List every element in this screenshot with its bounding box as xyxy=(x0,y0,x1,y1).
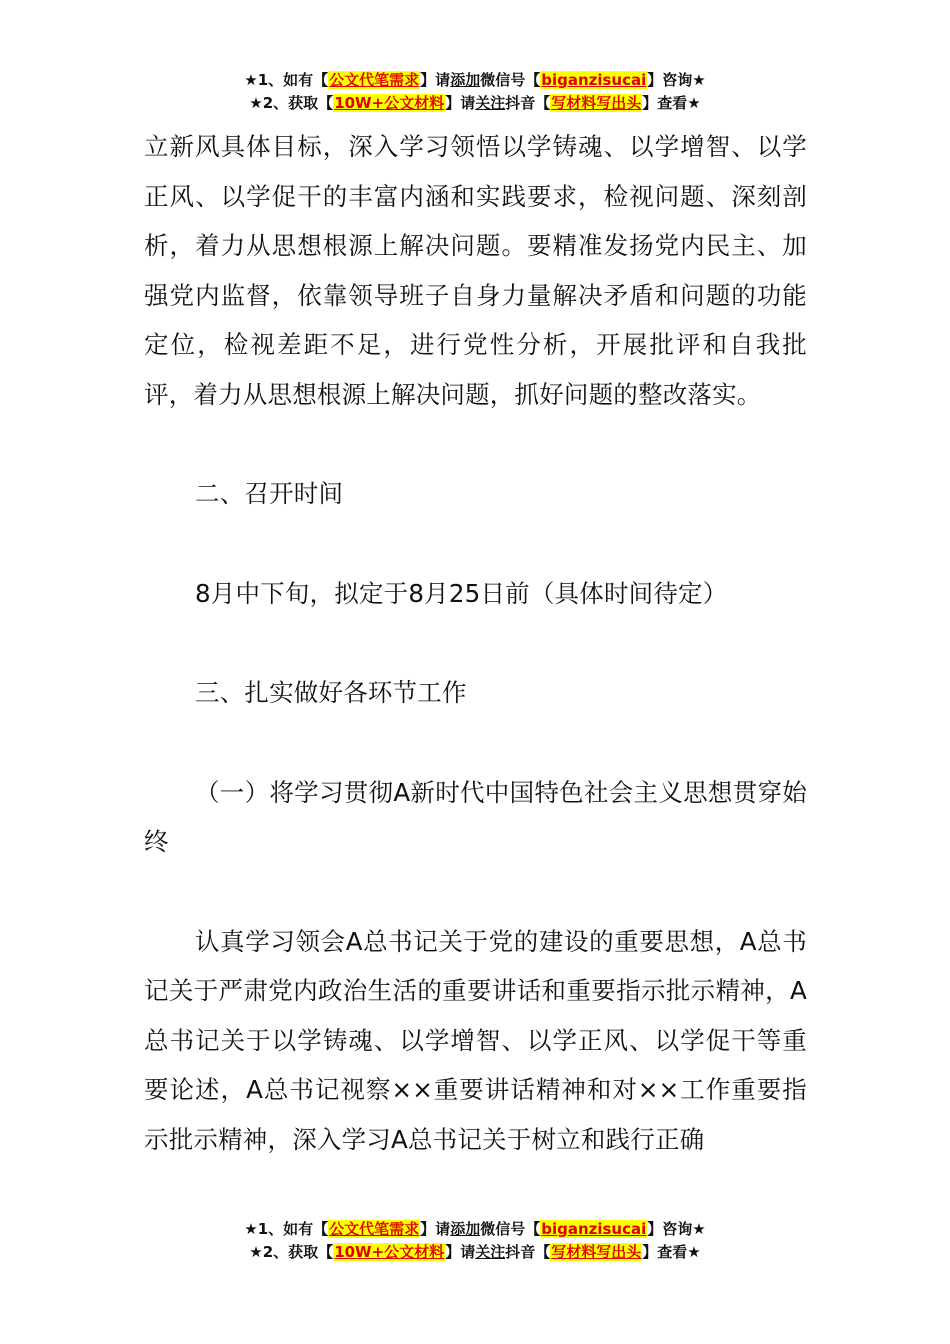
section-heading-3: 三、扎实做好各环节工作 xyxy=(195,678,467,707)
promo-highlight: 10W+公文材料 xyxy=(334,1243,445,1261)
promo-underline: 添加 xyxy=(450,1220,481,1238)
promo-line-1 xyxy=(0,69,950,92)
promo-text: 抖音【 xyxy=(505,1243,551,1261)
promo-line-2 xyxy=(0,92,950,115)
promo-text: 】请 xyxy=(420,1220,451,1238)
promo-text: 微信号【 xyxy=(480,1220,541,1238)
promo-underline: 关注 xyxy=(475,1243,506,1261)
promo-text: 抖音【 xyxy=(505,94,551,112)
subsection-heading-1: （一）将学习贯彻A新时代中国特色社会主义思想贯穿始终 xyxy=(144,777,807,856)
promo-underline: 添加 xyxy=(450,71,481,89)
study-paragraph: 认真学习领会A总书记关于党的建设的重要思想，A总书记关于严肃党内政治生活的重要讲话和重要指示批示精神，A总书记关于以学铸魂、以学增智、以学正风、以学促干等重要论述，A总书记视察××重要讲话精神和对××工作重要指示批示精神，深入学习A总书记关于树立和践行正确 xyxy=(144,926,807,1154)
promo-highlight: 10W+公文材料 xyxy=(334,94,445,112)
document-body xyxy=(144,122,807,1164)
promo-line-1 xyxy=(0,1218,950,1241)
promo-highlight: 公文代笔需求 xyxy=(329,1220,420,1238)
promo-text: ★1、如有【 xyxy=(244,71,329,89)
promo-wechat-id: biganzisucai xyxy=(541,1220,647,1238)
promo-text: ★2、获取【 xyxy=(249,94,334,112)
promo-highlight: 公文代笔需求 xyxy=(329,71,420,89)
promo-wechat-id: biganzisucai xyxy=(541,71,647,89)
promo-text: ★2、获取【 xyxy=(249,1243,334,1261)
promo-text: 】请 xyxy=(445,94,476,112)
meeting-time-paragraph: 8月中下旬，拟定于8月25日前（具体时间待定） xyxy=(195,578,728,608)
promo-text: 】咨询★ xyxy=(647,71,706,89)
promo-banner-top xyxy=(0,69,950,115)
promo-text: 】查看★ xyxy=(642,1243,701,1261)
promo-text: 】请 xyxy=(445,1243,476,1261)
promo-text: 】查看★ xyxy=(642,94,701,112)
paragraph-continued: 立新风具体目标，深入学习领悟以学铸魂、以学增智、以学正风、以学促干的丰富内涵和实践要求，检视问题、深刻剖析，着力从思想根源上解决问题。要精准发扬党内民主、加强党内监督，依靠领导班子自身力量解决矛盾和问题的功能定位，检视差距不足，进行党性分析，开展批评和自我批评，着力从思想根源上解决问题，抓好问题的整改落实。 xyxy=(144,132,807,409)
section-heading-2: 二、召开时间 xyxy=(195,479,344,508)
promo-douyin-id: 写材料写出头 xyxy=(551,94,642,112)
promo-banner-bottom xyxy=(0,1218,950,1264)
promo-line-2 xyxy=(0,1241,950,1264)
promo-text: ★1、如有【 xyxy=(244,1220,329,1238)
promo-text: 微信号【 xyxy=(480,71,541,89)
promo-text: 】咨询★ xyxy=(647,1220,706,1238)
promo-text: 】请 xyxy=(420,71,451,89)
promo-underline: 关注 xyxy=(475,94,506,112)
promo-douyin-id: 写材料写出头 xyxy=(551,1243,642,1261)
